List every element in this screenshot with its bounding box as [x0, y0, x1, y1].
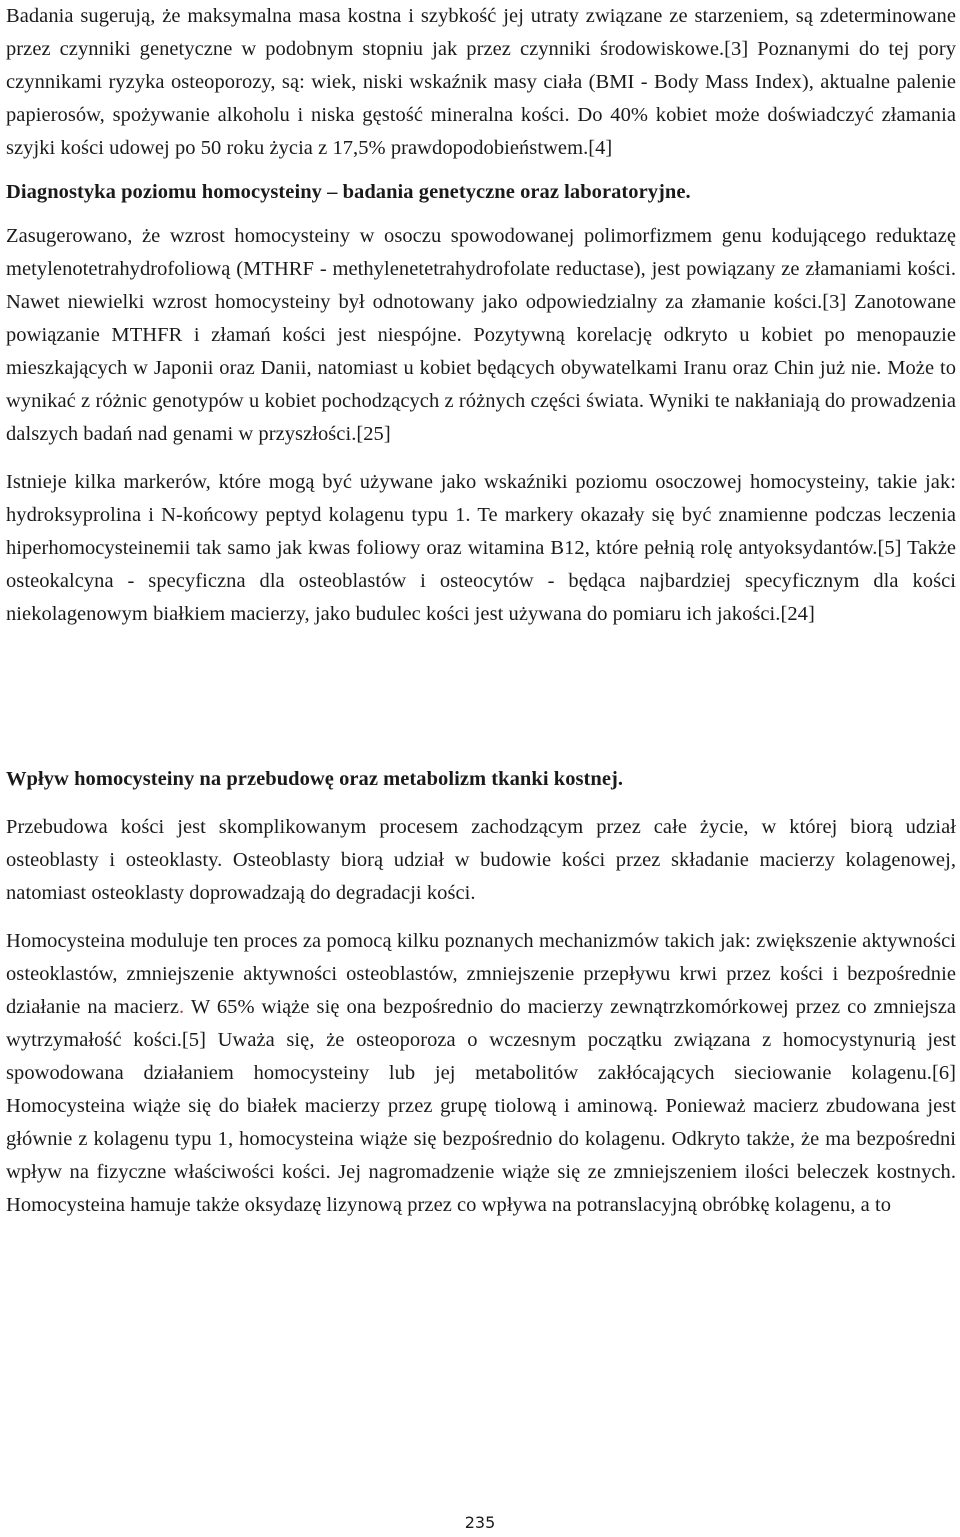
paragraph-mechanisms — [6, 925, 956, 1222]
page-number: 235 — [464, 1513, 496, 1532]
section-heading-diagnostics: Diagnostyka poziomu homocysteiny – badania genetyczne oraz laboratoryjne. — [6, 181, 691, 203]
document-page — [6, 0, 956, 1222]
section-heading-bone-remodeling: Wpływ homocysteiny na przebudowę oraz metabolizm tkanki kostnej. — [6, 768, 624, 790]
paragraph-mechanisms-part-b: W 65% wiąże się ona bezpośrednio do macierzy zewnątrzkomórkowej przez co zmniejsza wytrzymałość kości.[5] Uważa się, że osteoporoza o wczesnym początku związana z homocystynurią jest spowodowana działaniem homocysteiny lub jej metabolitów zakłócających sieciowanie kolagenu.[6] Homocysteina wiąże się do białek macierzy przez grupę tiolową i aminową. Ponieważ macierz zbudowana jest głównie z kolagenu typu 1, homocysteina wiąże się bezpośrednio do kolagenu. Odkryto także, że ma bezpośredni wpływ na fizyczne właściwości kości. Jej nagromadzenie wiąże się ze zmniejszeniem ilości beleczek kostnych. Homocysteina hamuje także oksydazę lizynową przez co wpływa na potranslacyjną obróbkę kolagenu, a to — [6, 996, 956, 1216]
highlighted-period: . — [179, 996, 185, 1018]
paragraph-risk-factors: Badania sugerują, że maksymalna masa kostna i szybkość jej utraty związane ze starzeniem, są zdeterminowane przez czynniki genetyczne w podobnym stopniu jak przez czynniki środowiskowe.[3] Poznanymi do tej pory czynnikami ryzyka osteoporozy, są: wiek, niski wskaźnik masy ciała (BMI - Body Mass Index), aktualne palenie papierosów, spożywanie alkoholu i niska gęstość mineralna kości. Do 40% kobiet może doświadczyć złamania szyjki kości udowej po 50 roku życia z 17,5% prawdopodobieństwem.[4] — [6, 5, 956, 159]
paragraph-mechanisms-part-a: Homocysteina moduluje ten proces za pomocą kilku poznanych mechanizmów takich jak: zwiększenie aktywności osteoklastów, zmniejszenie aktywności osteoblastów, zmniejszenie przepływu krwi przez kości i bezpośrednie działanie na macierz — [6, 930, 956, 1018]
paragraph-mthfr: Zasugerowano, że wzrost homocysteiny w osoczu spowodowanej polimorfizmem genu kodującego reduktazę metylenotetrahydrofoliową (MTHRF - methylenetetrahydrofolate reductase), jest powiązany ze złamaniami kości. Nawet niewielki wzrost homocysteiny był odnotowany jako odpowiedzialny za złamanie kości.[3] Zanotowane powiązanie MTHFR i złamań kości jest niespójne. Pozytywną korelację odkryto u kobiet po menopauzie mieszkających w Japonii oraz Danii, natomiast u kobiet będących obywatelkami Iranu oraz Chin już nie. Może to wynikać z różnic genotypów u kobiet pochodzących z różnych części świata. Wyniki te nakłaniają do prowadzenia dalszych badań nad genami w przyszłości.[25] — [6, 225, 956, 445]
paragraph-remodeling: Przebudowa kości jest skomplikowanym procesem zachodzącym przez całe życie, w której biorą udział osteoblasty i osteoklasty. Osteoblasty biorą udział w budowie kości przez składanie macierzy kolagenowej, natomiast osteoklasty doprowadzają do degradacji kości. — [6, 816, 956, 904]
paragraph-markers: Istnieje kilka markerów, które mogą być używane jako wskaźniki poziomu osoczowej homocysteiny, takie jak: hydroksyprolina i N-końcowy peptyd kolagenu typu 1. Te markery okazały się być znamienne podczas leczenia hiperhomocysteinemii tak samo jak kwas foliowy oraz witamina B12, które pełnią rolę antyoksydantów.[5] Także osteokalcyna - specyficzna dla osteoblastów i osteocytów - będąca najbardziej specyficznym dla kości niekolagenowym białkiem macierzy, jako budulec kości jest używana do pomiaru ich jakości.[24] — [6, 471, 956, 625]
